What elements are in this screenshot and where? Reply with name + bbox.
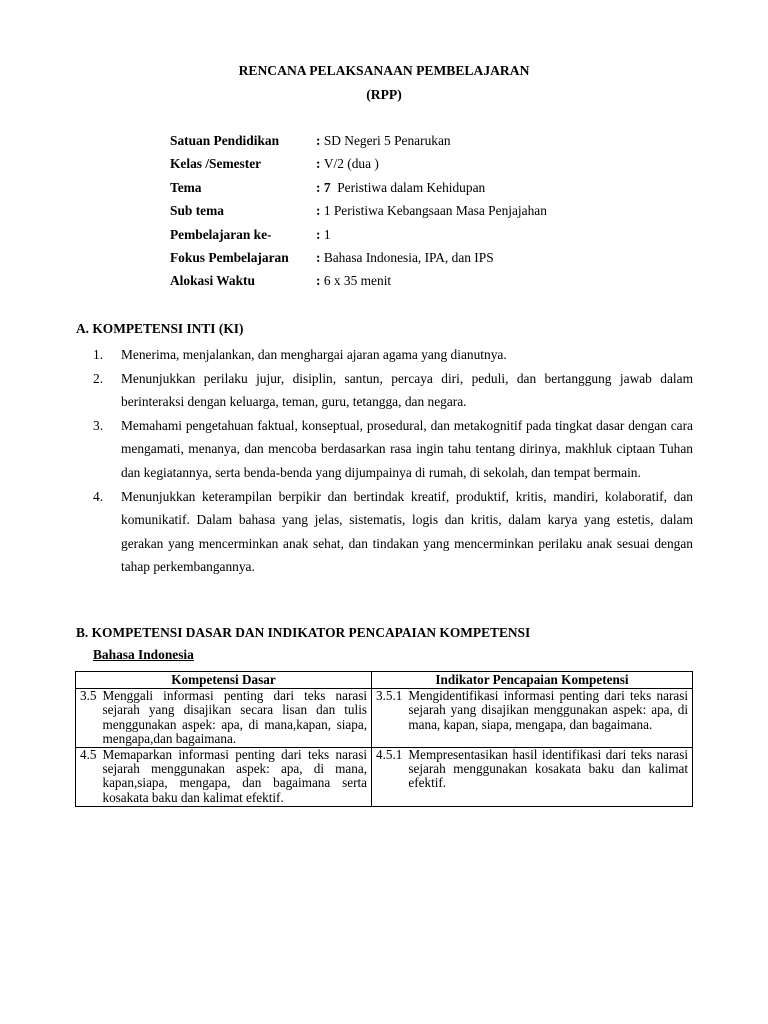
identity-row (170, 203, 547, 226)
ipk-text: Mempresentasikan hasil identifikasi dari teks narasi sejarah menggunakan kosakata baku dan kalimat efektif. (408, 746, 688, 791)
ipk-number: 4.5.1 (376, 746, 403, 762)
table-cell (372, 689, 693, 748)
document-subtitle: (RPP) (366, 87, 402, 102)
table-cell (76, 689, 372, 748)
identity-key: Pembelajaran ke- (170, 226, 272, 242)
identity-value: : 7 Peristiwa dalam Kehidupan (316, 179, 486, 195)
list-item (93, 367, 693, 414)
kd-text: Menggali informasi penting dari teks narasi sejarah yang disajikan secara lisan dan tulis menggunakan aspek: apa, di mana,kapan, siapa, mengapa,dan bagaimana. (102, 688, 367, 747)
identity-row (170, 227, 547, 250)
kompetensi-table (75, 671, 693, 807)
column-header: Indikator Pencapaian Kompetensi (372, 672, 693, 689)
list-item (93, 343, 693, 367)
list-text: Memahami pengetahuan faktual, konseptual, prosedural, dan metakognitif pada tingkat dasar dengan cara mengamati, menanya, dan mencoba berdasarkan rasa ingin tahu tentang dirinya, makhluk ciptaan Tuhan dan kegiatannya, serta benda-benda yang dijumpainya di rumah, di sekolah, dan tempat bermain. (121, 417, 693, 480)
identity-row (170, 133, 547, 156)
identity-value: : 1 (316, 226, 331, 242)
kd-text: Memaparkan informasi penting dari teks narasi sejarah menggunakan aspek: apa, di mana, kapan,siapa, mengapa, dan bagaimana serta kosakata baku dan kalimat efektif. (102, 746, 367, 805)
identity-value: : Bahasa Indonesia, IPA, dan IPS (316, 249, 494, 265)
identity-value: : V/2 (dua ) (316, 156, 379, 172)
list-number: 4. (93, 488, 104, 504)
identity-value: : SD Negeri 5 Penarukan (316, 133, 451, 148)
identity-key: Tema (170, 179, 202, 195)
table-row (76, 689, 693, 748)
subject-heading: Bahasa Indonesia (93, 647, 194, 662)
identity-table (170, 133, 547, 297)
identity-row (170, 156, 547, 179)
table-header-row (76, 672, 693, 689)
table-row (76, 747, 693, 807)
identity-key: Satuan Pendidikan (170, 133, 280, 148)
identity-row (170, 250, 547, 273)
kd-number: 3.5 (80, 688, 97, 703)
list-item (93, 414, 693, 485)
kompetensi-inti-list (93, 343, 693, 579)
list-text: Menunjukkan keterampilan berpikir dan bertindak kreatif, produktif, kritis, mandiri, kolaboratif, dan komunikatif. Dalam bahasa yang jelas, sistematis, logis dan kritis, dalam karya yang estetis, dalam gerakan yang mencerminkan anak sehat, dan tindakan yang mencerminkan perilaku anak sesuai dengan tahap perkembangannya. (121, 488, 693, 575)
identity-key: Kelas /Semester (170, 156, 262, 172)
section-b-heading: B. KOMPETENSI DASAR DAN INDIKATOR PENCAPAIAN KOMPETENSI (76, 625, 531, 640)
list-item (93, 485, 693, 579)
list-text: Menunjukkan perilaku jujur, disiplin, santun, percaya diri, peduli, dan bertanggung jawab dalam berinteraksi dengan keluarga, teman, guru, tetangga, dan negara. (121, 370, 693, 410)
ipk-number: 3.5.1 (376, 688, 403, 703)
kd-number: 4.5 (80, 746, 97, 762)
identity-row (170, 180, 547, 203)
list-number: 2. (93, 370, 104, 386)
column-header: Kompetensi Dasar (76, 672, 372, 689)
identity-key: Alokasi Waktu (170, 273, 255, 289)
list-number: 3. (93, 417, 104, 433)
identity-value: : 6 x 35 menit (316, 273, 392, 289)
section-a-heading: A. KOMPETENSI INTI (KI) (76, 321, 244, 336)
identity-value: : 1 Peristiwa Kebangsaan Masa Penjajahan (316, 203, 547, 219)
identity-key: Sub tema (170, 203, 224, 219)
ipk-text: Mengidentifikasi informasi penting dari teks narasi sejarah yang disajikan menggunakan aspek: apa, di mana, kapan, siapa, mengapa, dan bagaimana. (408, 688, 688, 732)
list-text: Menerima, menjalankan, dan menghargai ajaran agama yang dianutnya. (121, 347, 507, 362)
document-title: RENCANA PELAKSANAAN PEMBELAJARAN (238, 63, 530, 78)
table-cell (372, 747, 693, 807)
table-cell (76, 747, 372, 807)
identity-key: Fokus Pembelajaran (170, 249, 289, 265)
identity-row (170, 273, 547, 296)
list-number: 1. (93, 347, 104, 362)
